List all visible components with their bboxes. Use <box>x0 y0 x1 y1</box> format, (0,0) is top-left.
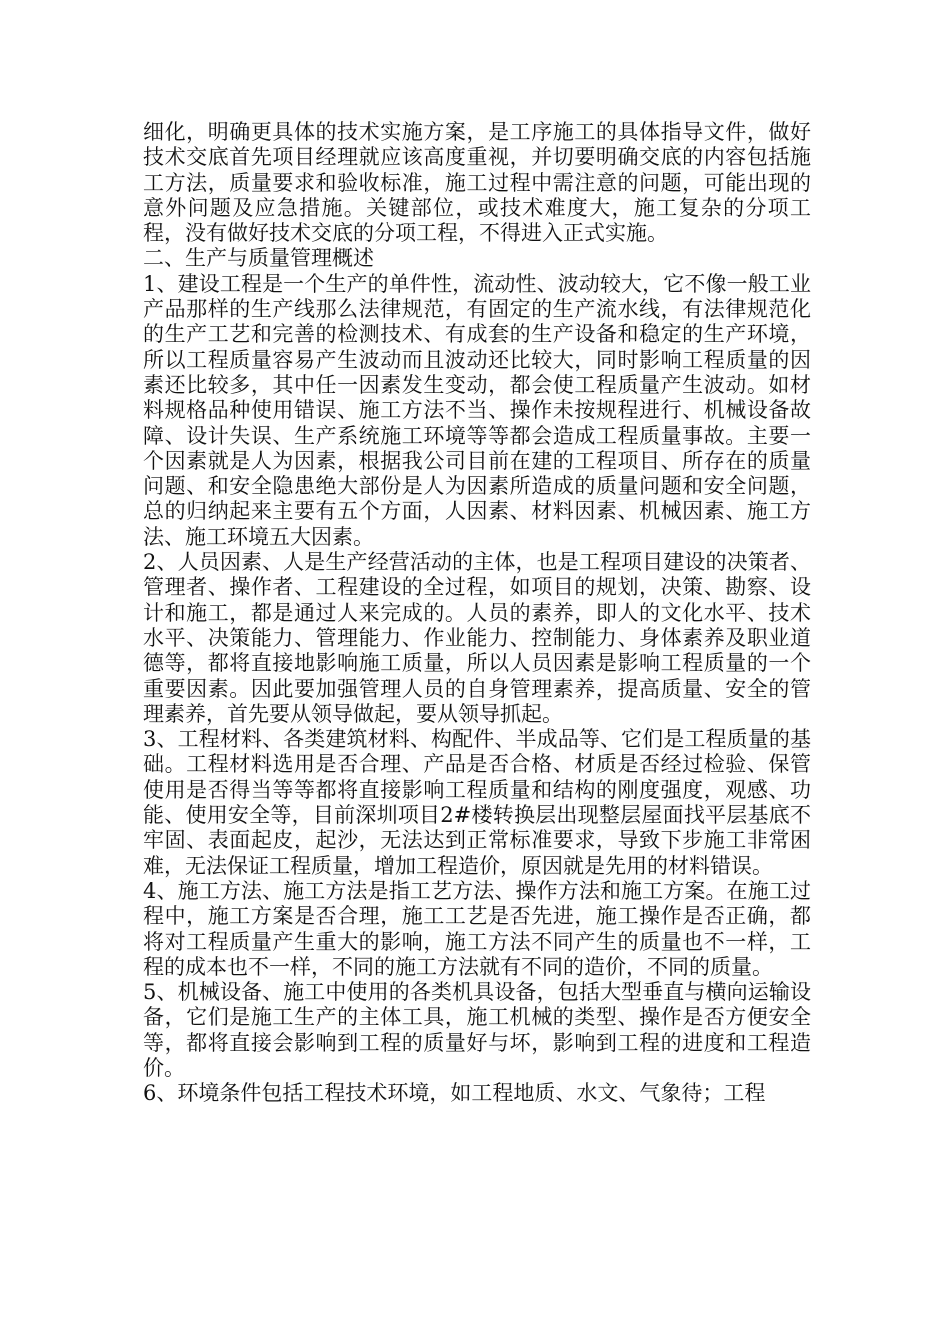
document-body <box>143 120 811 1107</box>
paragraph-item-4: 4、施工方法、施工方法是指工艺方法、操作方法和施工方案。在施工过程中，施工方案是否合理，施工工艺是否先进，施工操作是否正确，都将对工程质量产生重大的影响，施工方法不同产生的质量也不一样，工程的成本也不一样，不同的施工方法就有不同的造价，不同的质量。 <box>143 878 811 979</box>
paragraph-item-6: 6、环境条件包括工程技术环境，如工程地质、水文、气象待；工程 <box>143 1081 766 1106</box>
paragraph-item-3: 3、工程材料、各类建筑材料、构配件、半成品等、它们是工程质量的基础。工程材料选用是否合理、产品是否合格、材质是否经过检验、保管使用是否得当等等都将直接影响工程质量和结构的刚度强度，观感、功能、使用安全等，目前深圳项目2#楼转换层出现整层屋面找平层基底不牢固、表面起皮，起沙，无法达到正常标准要求，导致下步施工非常困难，无法保证工程质量，增加工程造价，原因就是先用的材料错误。 <box>143 727 811 878</box>
paragraph-item-2: 2、人员因素、人是生产经营活动的主体，也是工程项目建设的决策者、管理者、操作者、工程建设的全过程，如项目的规划，决策、勘察、设计和施工，都是通过人来完成的。人员的素养，即人的文化水平、技术水平、决策能力、管理能力、作业能力、控制能力、身体素养及职业道德等，都将直接地影响施工质量，所以人员因素是影响工程质量的一个重要因素。因此要加强管理人员的自身管理素养，提高质量、安全的管理素养，首先要从领导做起，要从领导抓起。 <box>143 550 811 726</box>
paragraph-intro-continuation: 细化，明确更具体的技术实施方案，是工序施工的具体指导文件，做好技术交底首先项目经理就应该高度重视，并切要明确交底的内容包括施工方法，质量要求和验收标准，施工过程中需注意的问题，可能出现的意外问题及应急措施。关键部位，或技术难度大，施工复杂的分项工程，没有做好技术交底的分项工程，不得进入正式实施。 <box>143 120 811 246</box>
paragraph-item-5: 5、机械设备、施工中使用的各类机具设备，包括大型垂直与横向运输设备，它们是施工生产的主体工具，施工机械的类型、操作是否方便安全等，都将直接会影响到工程的质量好与坏，影响到工程的进度和工程造价。 <box>143 980 811 1080</box>
section-heading: 二、生产与质量管理概述 <box>143 246 374 271</box>
paragraph-item-1: 1、建设工程是一个生产的单件性，流动性、波动较大，它不像一般工业产品那样的生产线那么法律规范，有固定的生产流水线，有法律规范化的生产工艺和完善的检测技术、有成套的生产设备和稳定的生产环境，所以工程质量容易产生波动而且波动还比较大，同时影响工程质量的因素还比较多，其中任一因素发生变动，都会使工程质量产生波动。如材料规格品种使用错误、施工方法不当、操作未按规程进行、机械设备故障、设计失误、生产系统施工环境等等都会造成工程质量事故。主要一个因素就是人为因素，根据我公司目前在建的工程项目、所存在的质量问题、和安全隐患绝大部份是人为因素所造成的质量问题和安全问题，总的归纳起来主要有五个方面，人因素、材料因素、机械因素、施工方法、施工环境五大因素。 <box>143 271 811 549</box>
